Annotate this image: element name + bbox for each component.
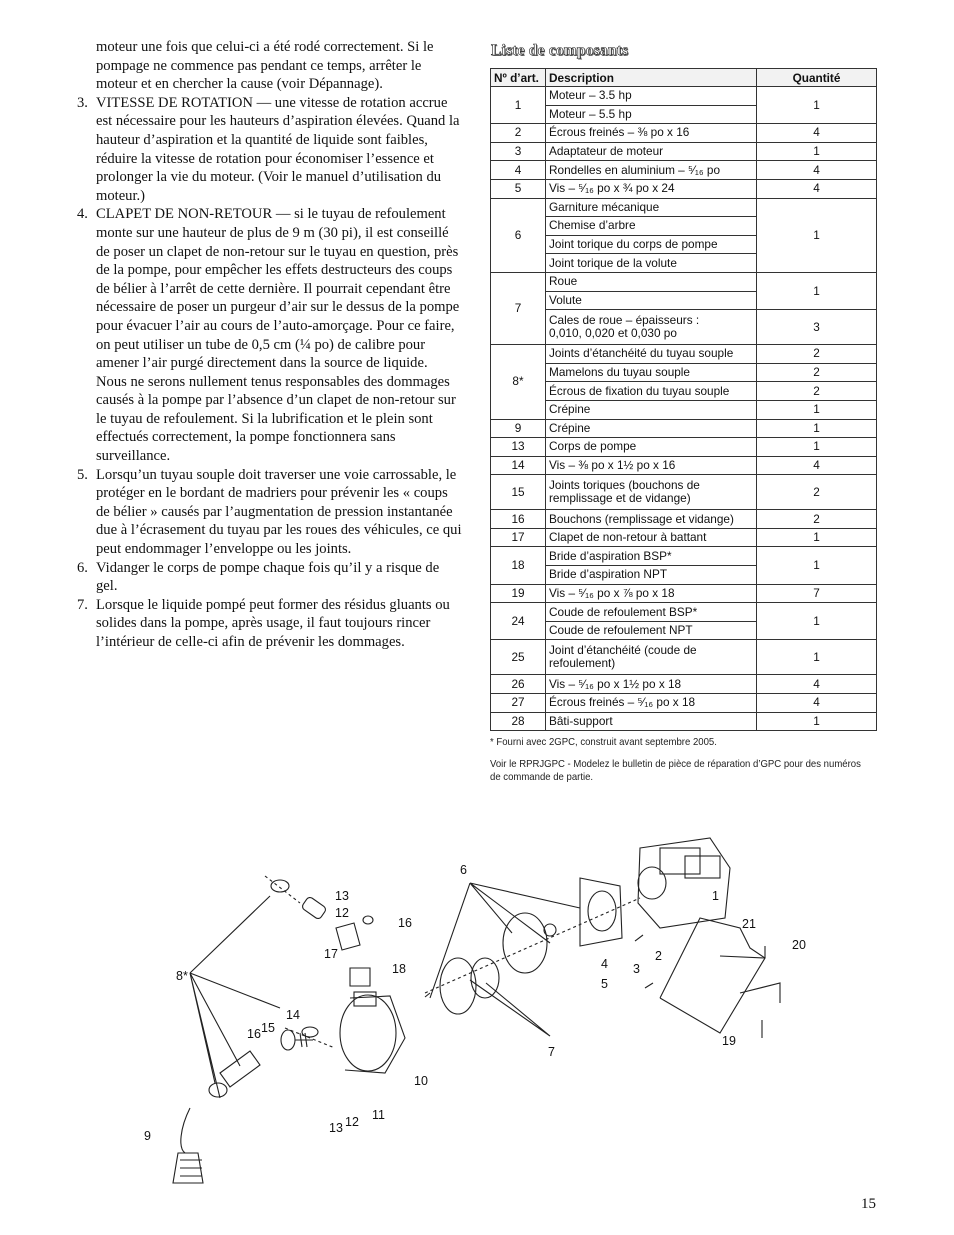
callout-label: 12 (345, 1115, 359, 1129)
description-cell: Vis – ⅜ po x 1½ po x 16 (546, 456, 757, 475)
description-text: Joints toriques (bouchons de remplissage et de vidange) (549, 478, 700, 506)
item-number-cell: 24 (491, 603, 546, 640)
description-cell (546, 640, 757, 675)
footnote-repair-bulletin: Voir le RPRJGPC - Modelez le bulletin de pièce de réparation d’GPC pour des numéros de commande de partie. (490, 759, 861, 783)
description-cell: Moteur – 3.5 hp (546, 87, 757, 106)
description-cell: Bâti-support (546, 712, 757, 731)
item-number-cell: 18 (491, 547, 546, 584)
item-text: Lorsqu’un tuyau souple doit traverser une voie carrossable, le protéger en le bordant de madriers pour prévenir les « coups de bélier » causés par l’augmentation de pression instantanée due à l’écrasement du tuyau par les roues des véhicules, ce qui peut endommager l’enveloppe ou les joints. (96, 466, 462, 558)
quantity-cell: 2 (757, 475, 877, 510)
callout-label: 21 (742, 917, 756, 931)
quantity-cell: 4 (757, 161, 877, 180)
table-row (491, 87, 877, 106)
item-number-cell: 19 (491, 584, 546, 603)
item-number-cell: 14 (491, 456, 546, 475)
callout-label: 8* (176, 969, 188, 983)
table-row (491, 603, 877, 622)
parts-list-title: Liste de composants (491, 42, 629, 59)
table-row (491, 310, 877, 345)
table-row (491, 198, 877, 217)
instruction-item (77, 94, 462, 206)
description-cell: Bride d’aspiration NPT (546, 566, 757, 585)
instruction-item (77, 559, 462, 596)
callout-label: 6 (460, 863, 467, 877)
description-cell: Vis – ⁵⁄₁₆ po x ⅞ po x 18 (546, 584, 757, 603)
description-cell: Garniture mécanique (546, 198, 757, 217)
instruction-item (77, 466, 462, 559)
item-number: 3. (77, 94, 88, 111)
description-cell: Mamelons du tuyau souple (546, 363, 757, 382)
quantity-cell: 1 (757, 272, 877, 309)
description-cell: Moteur – 5.5 hp (546, 105, 757, 124)
description-cell: Joints d’étanchéité du tuyau souple (546, 345, 757, 364)
quantity-cell: 3 (757, 310, 877, 345)
table-row (491, 675, 877, 694)
instruction-item (77, 205, 462, 465)
quantity-cell: 1 (757, 547, 877, 584)
header-quantity: Quantité (757, 69, 877, 87)
table-row (491, 456, 877, 475)
quantity-cell: 1 (757, 712, 877, 731)
item-text: Lorsque le liquide pompé peut former des résidus gluants ou solides dans la pompe, après usage, il faut toujours rincer l’intérieur de celle-ci afin de prévenir les dommages. (96, 596, 450, 650)
quantity-cell: 2 (757, 382, 877, 401)
description-cell: Crépine (546, 400, 757, 419)
description-text: Joint d’étanchéité (coude de refoulement) (549, 643, 697, 671)
item-number-cell: 5 (491, 179, 546, 198)
item-number-cell: 1 (491, 87, 546, 124)
callout-label: 14 (286, 1008, 300, 1022)
footnote-bsp: * Fourni avec 2GPC, construit avant septembre 2005. (490, 737, 717, 748)
table-row (491, 142, 877, 161)
table-header-row (491, 69, 877, 87)
table-row (491, 528, 877, 547)
table-row (491, 161, 877, 180)
description-cell: Volute (546, 291, 757, 310)
table-row (491, 272, 877, 291)
item-text: CLAPET DE NON-RETOUR — si le tuyau de refoulement monte sur une hauteur de plus de 9 m (30 pi), il est conseillé de poser un clapet de non-retour sur le tuyau en question, près de la pompe, pour empêcher les effets destructeurs des coups de bélier à l’arrêt de cette dernière. Il pourrait cependant être nécessaire de poser un purgeur d’air sur le dessus de la pompe pour évacuer l’air au cours de l’auto-amorçage. Pour ce faire, on peut utiliser un tube de 0,5 cm (¼ po) de calibre pour amener l’air purgé directement dans la source de liquide. Nous ne serons nullement tenus responsables des dommages causés à la pompe par l’absence d’un clapet de non-retour sur le tuyau de refoulement. Si la lubrification et le plein sont effectués correctement, la pompe fonctionnera sans surveillance. (96, 206, 460, 465)
quantity-cell: 4 (757, 179, 877, 198)
quantity-cell: 2 (757, 363, 877, 382)
callout-label: 2 (655, 949, 662, 963)
table-row (491, 382, 877, 401)
description-cell: Joint torique du corps de pompe (546, 235, 757, 254)
callout-label: 13 (329, 1121, 343, 1135)
diagram-drawing (140, 808, 830, 1193)
description-cell: Écrous de fixation du tuyau souple (546, 382, 757, 401)
description-cell: Coude de refoulement NPT (546, 621, 757, 640)
callout-label: 7 (548, 1045, 555, 1059)
table-row (491, 584, 877, 603)
item-number-cell: 28 (491, 712, 546, 731)
table-row (491, 419, 877, 438)
item-number-cell: 26 (491, 675, 546, 694)
description-cell: Écrous freinés – ⅜ po x 16 (546, 124, 757, 143)
instruction-item (77, 596, 462, 652)
parts-table (490, 68, 877, 731)
table-row (491, 345, 877, 364)
quantity-cell: 1 (757, 142, 877, 161)
item-number-cell: 6 (491, 198, 546, 272)
item-text: VITESSE DE ROTATION — une vitesse de rotation accrue est nécessaire pour les hauteurs d’aspiration élevées. Quand la hauteur d’aspiration et la quantité de liquide sont faibles, réduire la vitesse de rotation pour économiser l’essence et prolonger la vie du moteur. (Voir le manuel d’utilisation du moteur.) (96, 94, 460, 204)
description-cell: Vis – ⁵⁄₁₆ po x ¾ po x 24 (546, 179, 757, 198)
item-number: 4. (77, 206, 88, 223)
quantity-cell: 1 (757, 640, 877, 675)
callout-label: 16 (247, 1027, 261, 1041)
description-cell: Adaptateur de moteur (546, 142, 757, 161)
item-number-cell: 27 (491, 694, 546, 713)
item-number-cell: 4 (491, 161, 546, 180)
callout-label: 11 (372, 1108, 385, 1122)
item-number-cell: 16 (491, 510, 546, 529)
table-row (491, 510, 877, 529)
description-text: Cales de roue – épaisseurs : 0,010, 0,020 et 0,030 po (549, 313, 700, 341)
table-row (491, 694, 877, 713)
item-number-cell: 15 (491, 475, 546, 510)
exploded-parts-diagram (140, 808, 830, 1193)
quantity-cell: 1 (757, 603, 877, 640)
quantity-cell: 1 (757, 87, 877, 124)
description-cell: Bride d’aspiration BSP* (546, 547, 757, 566)
table-row (491, 438, 877, 457)
table-row (491, 475, 877, 510)
description-cell: Coude de refoulement BSP* (546, 603, 757, 622)
callout-label: 20 (792, 938, 806, 952)
callout-label: 12 (335, 906, 349, 920)
table-row (491, 712, 877, 731)
callout-label: 4 (601, 957, 608, 971)
item-number: 6. (77, 559, 88, 576)
table-row (491, 547, 877, 566)
table-row (491, 400, 877, 419)
quantity-cell: 1 (757, 400, 877, 419)
description-cell (546, 475, 757, 510)
table-row (491, 363, 877, 382)
description-cell: Roue (546, 272, 757, 291)
page-number: 15 (861, 1196, 876, 1212)
header-description: Description (546, 69, 757, 87)
callout-label: 13 (335, 889, 349, 903)
description-cell: Vis – ⁵⁄₁₆ po x 1½ po x 18 (546, 675, 757, 694)
description-cell: Chemise d’arbre (546, 217, 757, 236)
quantity-cell: 4 (757, 694, 877, 713)
callout-label: 10 (414, 1074, 428, 1088)
item-number-cell: 7 (491, 272, 546, 344)
callout-label: 3 (633, 962, 640, 976)
quantity-cell: 1 (757, 438, 877, 457)
callout-label: 1 (712, 889, 719, 903)
quantity-cell: 2 (757, 510, 877, 529)
intro-paragraph: moteur une fois que celui-ci a été rodé correctement. Si le pompage ne commence pas pendant ce temps, arrêter le moteur et en chercher la cause (voir Dépannage). (96, 39, 434, 93)
description-cell: Rondelles en aluminium – ⁵⁄₁₆ po (546, 161, 757, 180)
quantity-cell: 4 (757, 456, 877, 475)
item-number-cell: 2 (491, 124, 546, 143)
item-number-cell: 8* (491, 345, 546, 419)
table-row (491, 179, 877, 198)
callout-label: 18 (392, 962, 406, 976)
quantity-cell: 7 (757, 584, 877, 603)
quantity-cell: 1 (757, 198, 877, 272)
description-cell: Écrous freinés – ⁵⁄₁₆ po x 18 (546, 694, 757, 713)
callout-label: 17 (324, 947, 338, 961)
item-number-cell: 3 (491, 142, 546, 161)
item-number-cell: 25 (491, 640, 546, 675)
callout-label: 15 (261, 1021, 275, 1035)
instructions-column (77, 38, 462, 652)
description-cell: Corps de pompe (546, 438, 757, 457)
description-cell (546, 310, 757, 345)
table-row (491, 640, 877, 675)
item-number: 7. (77, 596, 88, 613)
quantity-cell: 4 (757, 124, 877, 143)
item-number-cell: 9 (491, 419, 546, 438)
item-number-cell: 17 (491, 528, 546, 547)
item-text: Vidanger le corps de pompe chaque fois qu’il y a risque de gel. (96, 559, 440, 595)
callout-label: 5 (601, 977, 608, 991)
callout-labels (144, 863, 806, 1143)
item-number: 5. (77, 466, 88, 483)
description-cell: Crépine (546, 419, 757, 438)
quantity-cell: 4 (757, 675, 877, 694)
callout-label: 19 (722, 1034, 736, 1048)
callout-label: 9 (144, 1129, 151, 1143)
description-cell: Joint torique de la volute (546, 254, 757, 273)
description-cell: Bouchons (remplissage et vidange) (546, 510, 757, 529)
item-number-cell: 13 (491, 438, 546, 457)
quantity-cell: 1 (757, 419, 877, 438)
description-cell: Clapet de non-retour à battant (546, 528, 757, 547)
header-item-number: Nº d’art. (491, 69, 546, 87)
callout-label: 16 (398, 916, 412, 930)
quantity-cell: 1 (757, 528, 877, 547)
quantity-cell: 2 (757, 345, 877, 364)
table-row (491, 124, 877, 143)
